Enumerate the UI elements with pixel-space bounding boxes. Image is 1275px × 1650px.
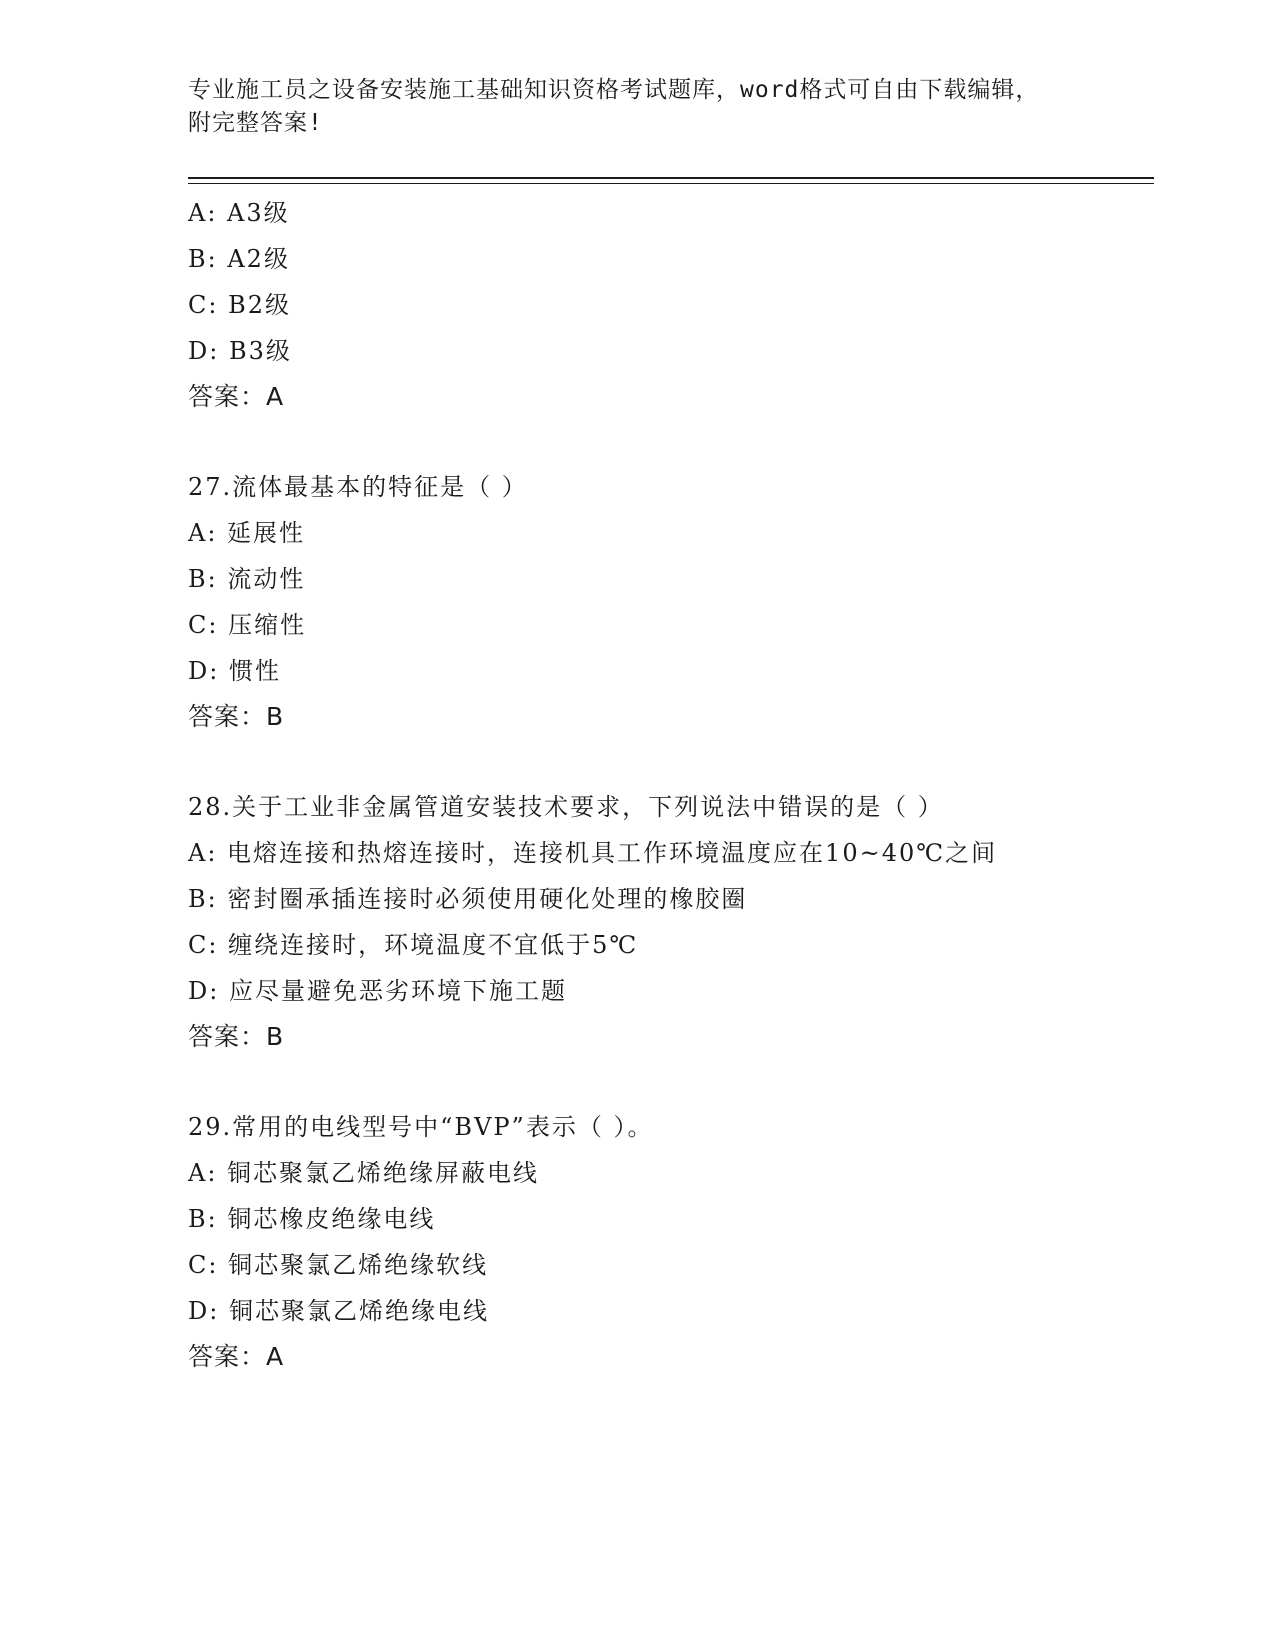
option-b: B: A2级 <box>188 245 290 273</box>
answer-line: 答案：A <box>188 1342 285 1371</box>
option-d: D: 铜芯聚氯乙烯绝缘电线 <box>188 1297 489 1325</box>
answer-line: 答案：B <box>188 1022 285 1051</box>
option-c: C: 压缩性 <box>188 611 307 639</box>
option-d: D: 应尽量避免恶劣环境下施工题 <box>188 977 567 1005</box>
question-spacer <box>188 420 1154 464</box>
document-header <box>188 74 1068 140</box>
question-26-block <box>188 190 1154 420</box>
header-divider-thick <box>188 177 1154 179</box>
question-stem: 27.流体最基本的特征是（ ） <box>188 473 528 501</box>
question-29-block <box>188 1104 1154 1380</box>
option-c: C: B2级 <box>188 291 291 319</box>
answer-line: 答案：B <box>188 702 285 731</box>
option-c: C: 铜芯聚氯乙烯绝缘软线 <box>188 1251 489 1279</box>
option-a: A: A3级 <box>188 199 290 227</box>
question-spacer <box>188 740 1154 784</box>
option-c: C: 缠绕连接时，环境温度不宜低于5℃ <box>188 931 639 959</box>
question-stem: 29.常用的电线型号中“BVP”表示（ ）。 <box>188 1113 654 1141</box>
option-b: B: 流动性 <box>188 565 306 593</box>
header-divider-thin <box>188 183 1154 184</box>
question-27-block <box>188 464 1154 740</box>
option-a: A: 铜芯聚氯乙烯绝缘屏蔽电线 <box>188 1159 540 1187</box>
option-b: B: 密封圈承插连接时必须使用硬化处理的橡胶圈 <box>188 885 748 913</box>
option-d: D: 惯性 <box>188 657 281 685</box>
question-28-block <box>188 784 1154 1060</box>
answer-line: 答案：A <box>188 382 285 411</box>
option-a: A: 延展性 <box>188 519 306 547</box>
question-list <box>188 190 1154 1380</box>
question-stem: 28.关于工业非金属管道安装技术要求，下列说法中错误的是（ ） <box>188 793 944 821</box>
header-title-line-1: 专业施工员之设备安装施工基础知识资格考试题库，word格式可自由下载编辑， <box>188 77 1040 103</box>
option-d: D: B3级 <box>188 337 292 365</box>
question-spacer <box>188 1060 1154 1104</box>
option-b: B: 铜芯橡皮绝缘电线 <box>188 1205 436 1233</box>
header-title-line-2: 附完整答案! <box>188 110 323 136</box>
option-a: A: 电熔连接和热熔连接时，连接机具工作环境温度应在10~40℃之间 <box>188 839 998 867</box>
